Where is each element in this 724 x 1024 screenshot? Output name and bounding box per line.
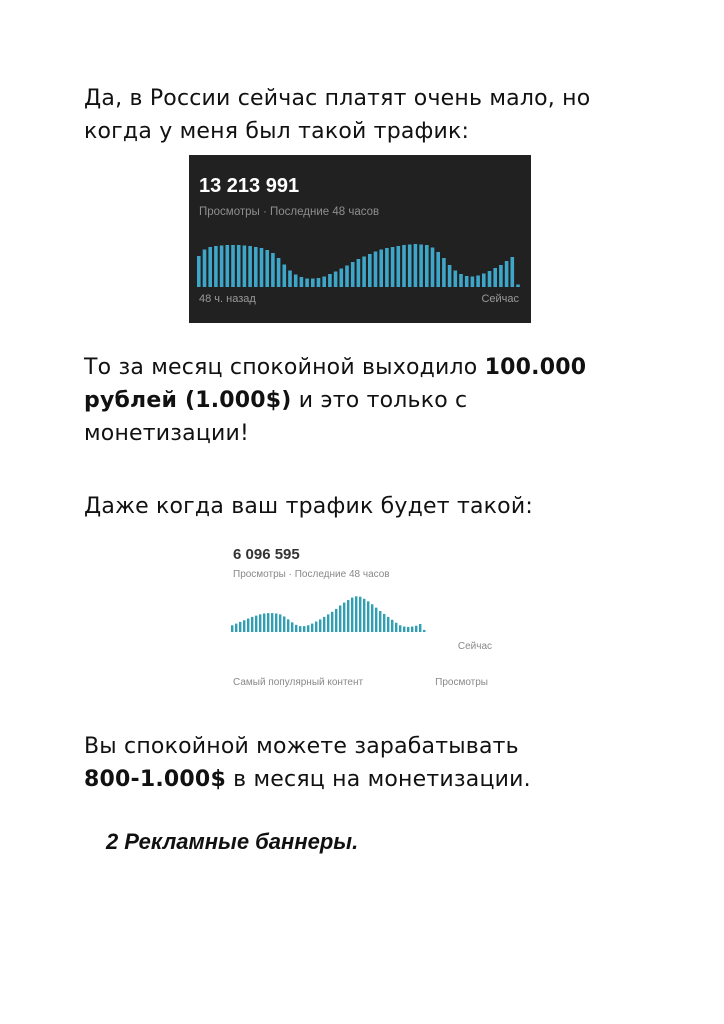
axis-end-label: Сейчас (457, 641, 492, 652)
chart-bar (359, 597, 361, 632)
paragraph-intro-line1: Да, в России сейчас платят очень мало, но (84, 86, 591, 111)
chart-bar (385, 248, 389, 287)
chart-bar (243, 620, 245, 632)
chart-bar (235, 624, 237, 632)
chart-bar (231, 625, 233, 632)
chart-bar (411, 627, 413, 632)
paragraph-traffic-text: Даже когда ваш трафик будет такой: (84, 494, 533, 519)
paragraph-intro-line2: когда у меня был такой трафик: (84, 119, 470, 144)
chart-bar (423, 630, 425, 632)
views-subtitle: Просмотры · Последние 48 часов (233, 569, 390, 580)
chart-bar (239, 622, 241, 632)
chart-bar (414, 244, 418, 287)
chart-bar (419, 624, 421, 632)
paragraph-intro (84, 82, 590, 148)
chart-bar (303, 626, 305, 632)
chart-bar (499, 265, 503, 287)
chart-bar (391, 247, 395, 287)
chart-bar (317, 278, 321, 287)
views-bar-chart (197, 237, 523, 287)
chart-bar (383, 614, 385, 632)
chart-bar (283, 616, 285, 632)
chart-bar (254, 247, 258, 287)
chart-bar (395, 623, 397, 632)
chart-bar (345, 266, 349, 288)
chart-bar (334, 272, 338, 288)
views-column-label: Просмотры (435, 677, 488, 688)
chart-bar (248, 246, 252, 287)
chart-bar (267, 613, 269, 632)
chart-bar (279, 614, 281, 632)
chart-bar (263, 614, 265, 632)
chart-bar (488, 271, 492, 287)
chart-bar (431, 248, 435, 288)
chart-bar (371, 604, 373, 632)
chart-bar (208, 247, 212, 287)
chart-bar (259, 614, 261, 632)
chart-bar (351, 598, 353, 632)
chart-bar (448, 265, 452, 287)
chart-bar (516, 285, 520, 288)
chart-bar (454, 271, 458, 288)
views-card-dark (189, 155, 531, 323)
chart-bar (277, 258, 281, 287)
chart-bar (260, 248, 264, 287)
chart-bar (327, 614, 329, 632)
chart-bar (291, 622, 293, 632)
chart-bar (214, 246, 218, 287)
chart-bar (402, 245, 406, 287)
paragraph-income (84, 351, 586, 450)
chart-bar (220, 246, 224, 288)
section-title: Рекламные баннеры. (124, 829, 359, 854)
views-card-light (228, 540, 498, 690)
chart-bar (459, 274, 463, 287)
section-heading (106, 829, 358, 855)
chart-bar (231, 245, 235, 287)
chart-bar (408, 245, 412, 288)
chart-bar (305, 279, 309, 288)
views-subtitle: Просмотры · Последние 48 часов (199, 206, 380, 218)
earnings-amount: 800-1.000$ (84, 767, 226, 792)
chart-bar (505, 261, 509, 287)
chart-bar (294, 275, 298, 288)
chart-bar (339, 606, 341, 632)
chart-bar (243, 246, 247, 288)
chart-bar (237, 245, 241, 287)
chart-bar (436, 252, 440, 287)
axis-end-label: Сейчас (481, 293, 519, 305)
chart-bar (379, 611, 381, 632)
chart-bar (367, 601, 369, 632)
chart-bar (476, 276, 480, 288)
chart-bar (471, 277, 475, 288)
chart-bar (265, 250, 269, 287)
chart-bar (247, 619, 249, 632)
chart-bar (387, 617, 389, 632)
income-rub-amount: 100.000 (484, 355, 587, 380)
chart-bar (335, 609, 337, 632)
chart-bar (331, 612, 333, 632)
views-bar-chart (231, 590, 493, 632)
chart-bar (415, 626, 417, 632)
chart-bar (328, 274, 332, 287)
views-total: 6 096 595 (233, 546, 300, 563)
section-number: 2 (106, 829, 119, 854)
chart-bar (343, 603, 345, 632)
chart-bar (399, 625, 401, 632)
paragraph-income-line3: монетизации! (84, 421, 250, 446)
chart-bar (311, 279, 315, 288)
chart-bar (203, 250, 207, 288)
chart-bar (493, 268, 497, 287)
chart-bar (288, 271, 292, 288)
chart-bar (368, 254, 372, 287)
chart-bar (403, 627, 405, 632)
chart-bar (226, 245, 230, 287)
chart-bar (374, 252, 378, 288)
chart-bar (275, 614, 277, 632)
chart-bar (465, 276, 469, 287)
chart-bar (379, 250, 383, 288)
chart-bar (482, 274, 486, 288)
chart-bar (391, 620, 393, 632)
chart-bar (319, 619, 321, 632)
paragraph-earnings-line1: Вы спокойной можете зарабатывать (84, 734, 519, 759)
paragraph-earnings (84, 730, 531, 796)
views-total: 13 213 991 (199, 175, 300, 197)
chart-bar (442, 258, 446, 287)
chart-bar (363, 599, 365, 632)
chart-bar (511, 257, 515, 287)
chart-bar (271, 253, 275, 287)
chart-bar (425, 245, 429, 287)
chart-bar (307, 625, 309, 632)
popular-content-label: Самый популярный контент (233, 677, 364, 688)
chart-bar (323, 617, 325, 632)
income-usd-amount: рублей (1.000$) (84, 388, 292, 413)
chart-bar (322, 277, 326, 288)
chart-bar (351, 262, 355, 287)
chart-bar (271, 613, 273, 632)
chart-bar (362, 257, 366, 288)
chart-bar (340, 269, 344, 288)
paragraph-earnings-line2: в месяц на монетизации. (225, 767, 531, 792)
paragraph-traffic (84, 490, 533, 523)
chart-bar (375, 608, 377, 632)
chart-bar (357, 259, 361, 287)
chart-bar (355, 596, 357, 632)
chart-bar (300, 277, 304, 287)
chart-bar (311, 624, 313, 632)
chart-bar (251, 617, 253, 632)
chart-bar (287, 619, 289, 632)
chart-bar (315, 622, 317, 633)
chart-bar (419, 245, 423, 288)
paragraph-income-line1: То за месяц спокойной выходило (84, 355, 485, 380)
chart-bar (283, 265, 287, 288)
chart-bar (197, 256, 201, 287)
chart-bar (299, 626, 301, 632)
chart-bar (407, 627, 409, 632)
axis-start-label: 48 ч. назад (199, 293, 256, 305)
chart-bar (295, 625, 297, 632)
chart-bar (255, 616, 257, 632)
chart-bar (347, 600, 349, 632)
chart-bar (397, 246, 401, 287)
paragraph-income-line2: и это только с (291, 388, 468, 413)
